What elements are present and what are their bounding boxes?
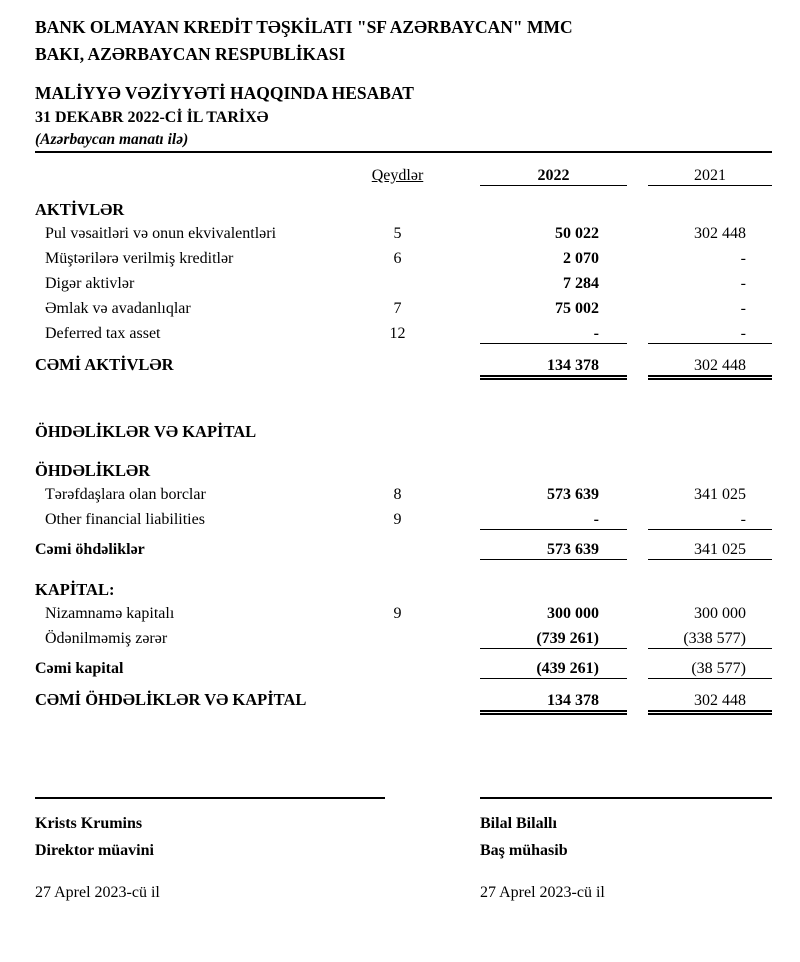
value-2021: - bbox=[740, 300, 746, 317]
note-ref: 9 bbox=[393, 605, 402, 622]
note-ref: 7 bbox=[393, 300, 402, 317]
value-2021: 341 025 bbox=[694, 486, 746, 503]
row-label: CƏMİ ÖHDƏLİKLƏR VƏ KAPİTAL bbox=[35, 690, 307, 709]
report-date: 31 DEKABR 2022-Cİ İL TARİXƏ bbox=[35, 109, 269, 126]
row-other-financial-liabilities bbox=[35, 511, 772, 536]
signature-block-right bbox=[480, 797, 772, 902]
signature-block-left bbox=[35, 797, 385, 902]
value-2022: 573 639 bbox=[547, 486, 599, 503]
row-total-assets bbox=[35, 355, 772, 380]
note-ref: 6 bbox=[393, 250, 402, 267]
value-2021: - bbox=[740, 250, 746, 267]
value-2021: (38 577) bbox=[648, 660, 772, 679]
row-cash-equivalents bbox=[35, 225, 772, 250]
value-2021: - bbox=[740, 275, 746, 292]
signature-date: 27 Aprel 2023-cü il bbox=[480, 884, 605, 901]
value-2021: 302 448 bbox=[648, 357, 772, 380]
row-label: AKTİVLƏR bbox=[35, 200, 125, 219]
row-label: KAPİTAL: bbox=[35, 580, 115, 599]
row-label: Pul vəsaitləri və onun ekvivalentləri bbox=[45, 225, 277, 242]
signatory-name: Krists Krumins bbox=[35, 815, 143, 832]
note-ref: 5 bbox=[393, 225, 402, 242]
row-label: Müştərilərə verilmiş kreditlər bbox=[45, 250, 234, 267]
row-share-capital bbox=[35, 605, 772, 630]
table-column-header-row bbox=[35, 167, 772, 192]
currency-note: (Azərbaycan manatı ilə) bbox=[35, 131, 189, 148]
note-ref: 12 bbox=[389, 325, 406, 342]
note-ref: 9 bbox=[393, 511, 402, 528]
company-location: BAKI, AZƏRBAYCAN RESPUBLİKASI bbox=[35, 44, 346, 64]
column-header-2022: 2022 bbox=[480, 167, 627, 186]
value-2022: - bbox=[480, 325, 627, 344]
signatory-title: Direktor müavini bbox=[35, 842, 154, 859]
value-2022: (439 261) bbox=[480, 660, 627, 679]
row-customer-loans bbox=[35, 250, 772, 275]
row-label: Deferred tax asset bbox=[45, 325, 161, 342]
value-2022: - bbox=[480, 511, 627, 530]
value-2021: 302 448 bbox=[694, 225, 746, 242]
value-2021: (338 577) bbox=[648, 630, 772, 649]
row-label: CƏMİ AKTİVLƏR bbox=[35, 355, 174, 374]
row-label: Cəmi kapital bbox=[35, 660, 124, 677]
row-label: Nizamnamə kapitalı bbox=[45, 605, 175, 622]
signature-date: 27 Aprel 2023-cü il bbox=[35, 884, 160, 901]
header-rule bbox=[35, 151, 772, 153]
value-2021: 300 000 bbox=[694, 605, 746, 622]
value-2022: 50 022 bbox=[555, 225, 599, 242]
value-2021: - bbox=[648, 325, 772, 344]
row-other-assets bbox=[35, 275, 772, 300]
row-deferred-tax-asset bbox=[35, 325, 772, 350]
row-label: Tərəfdaşlara olan borclar bbox=[45, 486, 206, 503]
value-2021: 302 448 bbox=[648, 692, 772, 715]
value-2022: 75 002 bbox=[555, 300, 599, 317]
signature-rule bbox=[480, 797, 772, 799]
row-label: Other financial liabilities bbox=[45, 511, 205, 528]
column-header-2021: 2021 bbox=[648, 167, 772, 186]
signatory-name: Bilal Bilallı bbox=[480, 815, 557, 832]
row-total-liabilities bbox=[35, 541, 772, 566]
row-label: ÖHDƏLİKLƏR bbox=[35, 461, 151, 480]
value-2022: 7 284 bbox=[563, 275, 599, 292]
row-label: Əmlak və avadanlıqlar bbox=[45, 300, 191, 317]
row-liabilities-equity-header bbox=[35, 422, 772, 447]
row-total-capital bbox=[35, 660, 772, 685]
value-2022: 134 378 bbox=[480, 357, 627, 380]
row-label: Ödənilməmiş zərər bbox=[45, 630, 168, 647]
signature-section bbox=[35, 797, 772, 902]
row-label: ÖHDƏLİKLƏR VƏ KAPİTAL bbox=[35, 422, 257, 441]
row-capital-header bbox=[35, 580, 772, 605]
row-assets-header bbox=[35, 200, 772, 225]
signature-rule bbox=[35, 797, 385, 799]
row-label: Digər aktivlər bbox=[45, 275, 135, 292]
report-title: MALİYYƏ VƏZİYYƏTİ HAQQINDA HESABAT bbox=[35, 83, 414, 103]
value-2021: - bbox=[648, 511, 772, 530]
value-2022: (739 261) bbox=[480, 630, 627, 649]
row-accumulated-loss bbox=[35, 630, 772, 655]
value-2022: 573 639 bbox=[480, 541, 627, 560]
row-payables-to-partners bbox=[35, 486, 772, 511]
signatory-title: Baş mühasib bbox=[480, 842, 568, 859]
value-2021: 341 025 bbox=[648, 541, 772, 560]
company-name: BANK OLMAYAN KREDİT TƏŞKİLATI "SF AZƏRBAYCAN" MMC bbox=[35, 17, 573, 37]
value-2022: 2 070 bbox=[563, 250, 599, 267]
column-header-notes: Qeydlər bbox=[371, 167, 424, 184]
row-label: Cəmi öhdəliklər bbox=[35, 541, 145, 558]
value-2022: 300 000 bbox=[547, 605, 599, 622]
row-liabilities-header bbox=[35, 461, 772, 486]
row-property-equipment bbox=[35, 300, 772, 325]
row-total-liabilities-equity bbox=[35, 690, 772, 715]
note-ref: 8 bbox=[393, 486, 402, 503]
value-2022: 134 378 bbox=[480, 692, 627, 715]
